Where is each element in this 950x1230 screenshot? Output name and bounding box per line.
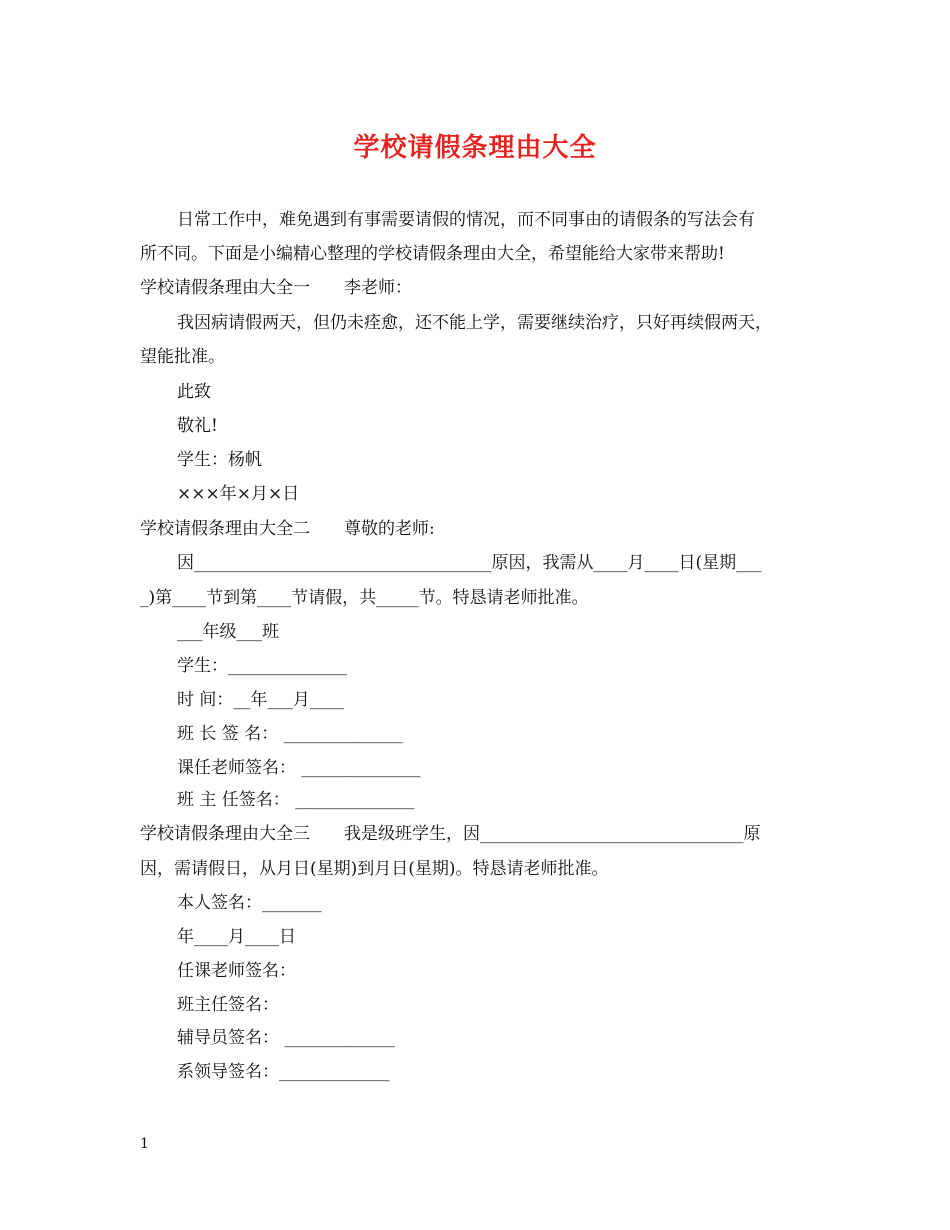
document-title: 学校请假条理由大全 <box>353 133 597 163</box>
form-line: 班主任签名： <box>177 995 279 1015</box>
form-line: 班 长 签 名： ______________ <box>177 724 403 744</box>
date-line: ×××年×月×日 <box>177 484 300 504</box>
form-line: 本人签名：_______ <box>177 893 322 913</box>
closing-line: 敬礼! <box>177 416 218 436</box>
paragraph-line: 因___________________________________原因，我需从____月____日(星期___ <box>177 553 762 573</box>
signature-line: 学生：杨帆 <box>177 450 262 470</box>
form-line: 课任老师签名： ______________ <box>177 758 421 778</box>
page-number: 1 <box>140 1136 149 1152</box>
form-line: 年____月____日 <box>177 927 296 947</box>
form-line: 系领导签名：_____________ <box>177 1062 390 1082</box>
section-heading-1: 学校请假条理由大全一 李老师： <box>140 278 412 298</box>
paragraph-line: 望能批准。 <box>140 347 225 367</box>
form-line: ___年级___班 <box>177 622 279 642</box>
form-line: 学生：______________ <box>177 656 347 676</box>
closing-line: 此致 <box>177 382 211 402</box>
form-line: 时 间：__年___月____ <box>177 690 344 710</box>
paragraph-line: 我因病请假两天，但仍未痊愈，还不能上学，需要继续治疗，只好再续假两天， <box>177 313 772 333</box>
paragraph-line: 因，需请假日，从月日(星期)到月日(星期)。特恳请老师批准。 <box>140 859 609 879</box>
paragraph-line: 所不同。下面是小编精心整理的学校请假条理由大全，希望能给大家带来帮助! <box>140 244 725 264</box>
section-heading-2: 学校请假条理由大全二 尊敬的老师: <box>140 519 435 539</box>
section-heading-3: 学校请假条理由大全三 我是级班学生，因_______________________________原 <box>140 824 761 844</box>
form-line: 辅导员签名： _____________ <box>177 1028 395 1048</box>
paragraph-line: 日常工作中，难免遇到有事需要请假的情况，而不同事由的请假条的写法会有 <box>177 210 755 230</box>
form-line: 任课老师签名： <box>177 961 296 981</box>
form-line: 班 主 任签名： ______________ <box>177 790 415 810</box>
paragraph-line: _)第____节到第____节请假，共_____节。特恳请老师批准。 <box>140 588 589 608</box>
